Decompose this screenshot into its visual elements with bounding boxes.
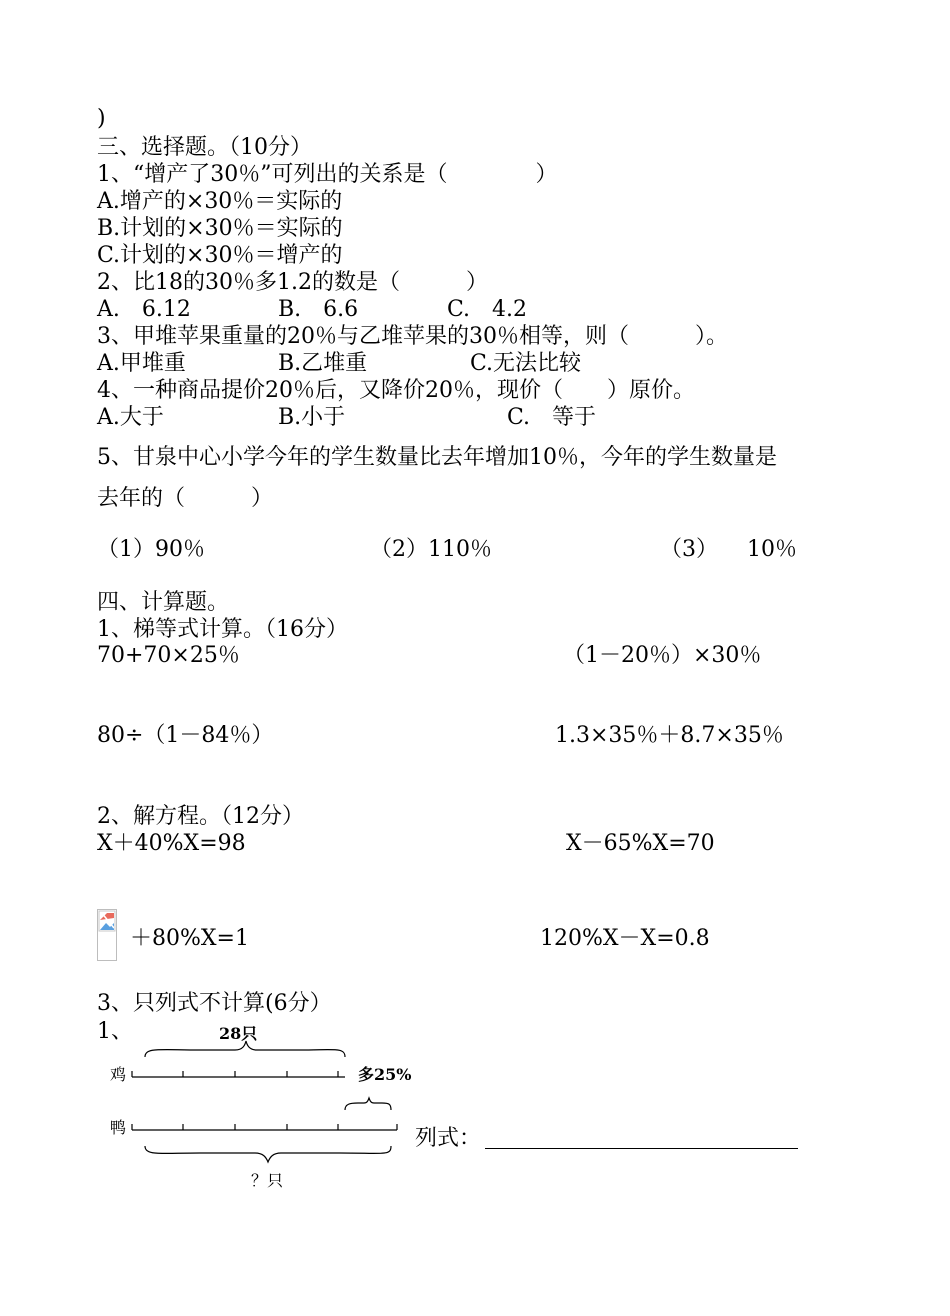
calc-item-2: （1－20％）×30％ (563, 643, 762, 668)
q3-stem: 3、甲堆苹果重量的20％与乙堆苹果的30％相等，则（ ）。 (97, 324, 728, 349)
q3-option-c: C.无法比较 (470, 351, 582, 376)
q2-option-a: A. 6.12 (97, 297, 191, 322)
q1-option-c: C.计划的×30％＝增产的 (97, 243, 343, 268)
q5-option-3-value: 10％ (747, 537, 797, 562)
section4-title: 四、计算题。 (97, 590, 230, 615)
top-brace-label: 28只 (219, 1024, 258, 1043)
extra-label: 多25% (358, 1065, 412, 1084)
chicken-label: 鸡 (110, 1065, 127, 1084)
bottom-brace (145, 1146, 391, 1162)
equation-1: X＋40%X=98 (97, 831, 246, 856)
equation-title: 2、解方程。（12分） (97, 804, 304, 829)
q5-stem-line2: 去年的（ ） (97, 486, 274, 511)
word-problem-title: 3、只列式不计算(6分） (97, 991, 332, 1016)
calc-title: 1、梯等式计算。（16分） (97, 617, 348, 642)
q4-stem: 4、一种商品提价20％后，又降价20％，现价（ ）原价。 (97, 378, 695, 403)
q2-option-c: C. 4.2 (447, 297, 528, 322)
q3-option-b: B.乙堆重 (278, 351, 368, 376)
q1-option-b: B.计划的×30％＝实际的 (97, 216, 343, 241)
calc-item-1: 70+70×25％ (97, 643, 240, 668)
answer-blank-line[interactable] (485, 1148, 798, 1149)
extra-brace (345, 1098, 391, 1110)
stray-paren: ) (97, 106, 106, 131)
duck-label: 鸭 (110, 1118, 127, 1137)
calc-item-3: 80÷（1－84％） (97, 723, 274, 748)
top-brace (145, 1041, 345, 1057)
q2-option-b: B. 6.6 (278, 297, 359, 322)
q1-stem: 1、“增产了30％”可列出的关系是（ ） (97, 162, 558, 187)
section3-title: 三、选择题。（10分） (97, 135, 312, 160)
bottom-brace-label: ？只 (251, 1171, 284, 1190)
q5-option-2: （2）110％ (370, 537, 492, 562)
q5-option-1: （1）90％ (97, 537, 205, 562)
equation-4: 120%X－X=0.8 (540, 926, 710, 951)
answer-label: 列式： (415, 1126, 482, 1151)
q4-option-a: A.大于 (97, 405, 164, 430)
q1-option-a: A.增产的×30％＝实际的 (97, 189, 343, 214)
word-problem-number: 1、 (97, 1019, 133, 1044)
calc-item-4: 1.3×35％＋8.7×35％ (555, 723, 784, 748)
q5-option-3: （3） (660, 537, 718, 562)
q2-stem: 2、比18的30％多1.2的数是（ ） (97, 270, 488, 295)
q4-option-b: B.小于 (278, 405, 346, 430)
q3-option-a: A.甲堆重 (97, 351, 186, 376)
equation-3: ＋80%X=1 (130, 926, 249, 951)
equation-2: X－65%X=70 (566, 831, 715, 856)
q4-option-c: C. 等于 (507, 405, 597, 430)
q5-stem-line1: 5、甘泉中心小学今年的学生数量比去年增加10％，今年的学生数量是 (97, 445, 777, 470)
